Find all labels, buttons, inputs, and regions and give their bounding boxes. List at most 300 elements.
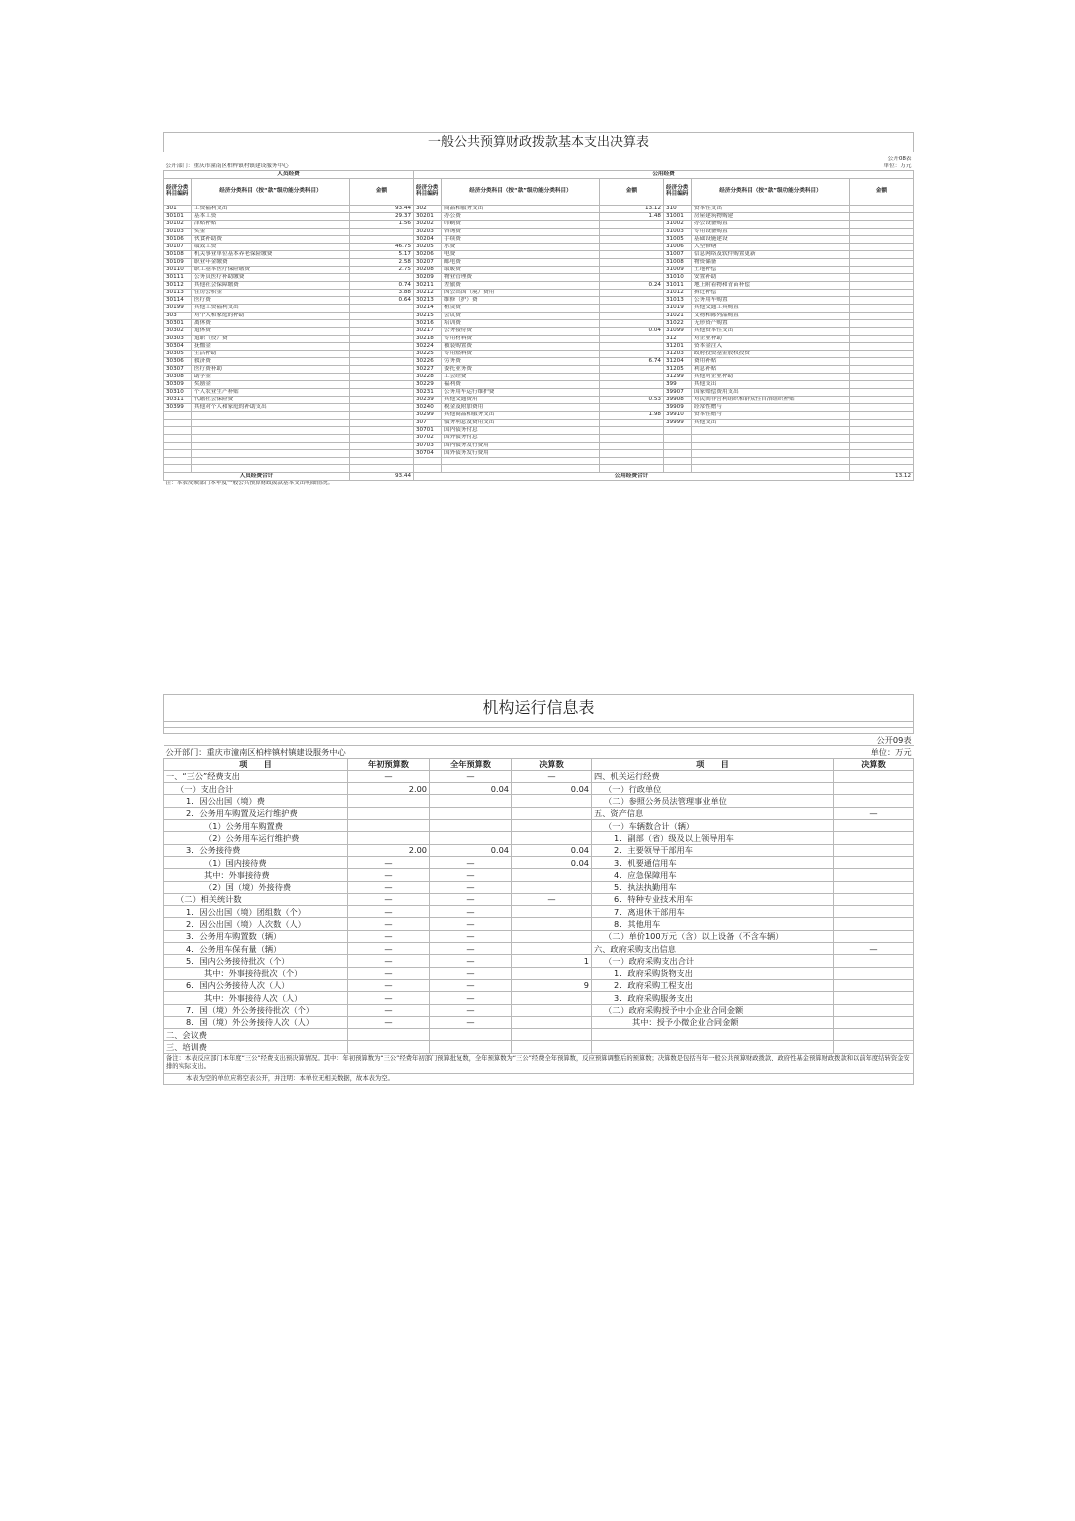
header-amount: 金额	[850, 178, 914, 205]
table-row	[164, 457, 914, 465]
amount	[850, 450, 914, 458]
initial-budget-value: —	[348, 856, 430, 868]
account-name: 伙食补助费	[192, 236, 350, 244]
account-code: 302	[414, 205, 442, 213]
right-final-value	[834, 955, 914, 967]
amount	[600, 220, 664, 228]
right-final-value: —	[834, 807, 914, 819]
account-code: 30107	[164, 243, 192, 251]
full-budget-value: —	[430, 869, 512, 881]
account-code: 30301	[164, 320, 192, 328]
account-name: 其他支出	[692, 419, 850, 427]
account-name: 费用补贴	[692, 358, 850, 366]
account-code: 30203	[414, 228, 442, 236]
account-name	[692, 450, 850, 458]
account-name	[192, 457, 350, 465]
account-code: 31205	[664, 366, 692, 374]
right-final-value	[834, 967, 914, 979]
right-final-value	[834, 893, 914, 905]
header-final: 决算数	[512, 758, 592, 770]
account-name: 电费	[442, 251, 600, 259]
header-amount: 金额	[350, 178, 414, 205]
account-name: 生活补助	[192, 350, 350, 358]
account-name: 绩效工资	[192, 243, 350, 251]
amount	[350, 381, 414, 389]
table-row	[164, 442, 914, 450]
initial-budget-value: —	[348, 1016, 430, 1028]
table-row	[164, 1029, 914, 1041]
right-final-value	[834, 918, 914, 930]
amount: 0.53	[600, 396, 664, 404]
amount	[850, 465, 914, 473]
amount	[850, 282, 914, 290]
account-name: 税金及附加费用	[442, 404, 600, 412]
right-final-value	[834, 992, 914, 1004]
right-row-label: 五、资产信息	[592, 807, 834, 819]
account-code: 31006	[664, 243, 692, 251]
amount	[350, 358, 414, 366]
table-row	[164, 213, 914, 221]
account-code: 31201	[664, 343, 692, 351]
account-code: 30213	[414, 297, 442, 305]
account-code: 30214	[414, 304, 442, 312]
table-row	[164, 906, 914, 918]
account-code: 30304	[164, 343, 192, 351]
full-budget-value: —	[430, 955, 512, 967]
header-amount: 金额	[600, 178, 664, 205]
account-code: 30109	[164, 259, 192, 267]
form-number: 公开08表	[887, 156, 912, 162]
amount	[850, 381, 914, 389]
amount	[850, 396, 914, 404]
account-name: 政府投资基金股权投资	[692, 350, 850, 358]
total-personnel-value: 93.44	[350, 473, 414, 481]
basic-expenditure-table	[163, 132, 914, 487]
right-row-label: 2．主要领导干部用车	[592, 844, 834, 856]
account-name: 医疗费补助	[192, 366, 350, 374]
amount: 0.74	[350, 282, 414, 290]
row-label: 1．因公出国（境）费	[164, 795, 348, 807]
account-name: 咨询费	[442, 228, 600, 236]
right-final-value	[834, 979, 914, 991]
table-note: 注：本表反映部门本年度一般公共预算财政拨款基本支出明细情况。	[165, 480, 334, 487]
table-row	[164, 373, 914, 381]
amount: 1.48	[600, 213, 664, 221]
account-name: 福利费	[442, 381, 600, 389]
account-code	[164, 427, 192, 435]
full-budget-value: —	[430, 930, 512, 942]
table-row	[164, 943, 914, 955]
account-code: 31005	[664, 236, 692, 244]
table-row	[164, 979, 914, 991]
account-name: 其他交通费用	[442, 396, 600, 404]
account-name: 离休费	[192, 320, 350, 328]
account-name: 国内债务发行费用	[442, 442, 600, 450]
amount	[850, 457, 914, 465]
final-value	[512, 906, 592, 918]
account-name: 其他支出	[692, 381, 850, 389]
amount	[850, 427, 914, 435]
table-row	[164, 881, 914, 893]
amount	[850, 350, 914, 358]
initial-budget-value: 2.00	[348, 844, 430, 856]
account-code: 30215	[414, 312, 442, 320]
right-final-value: —	[834, 943, 914, 955]
right-row-label: 7．离退休干部用车	[592, 906, 834, 918]
amount	[350, 389, 414, 397]
amount: 3.88	[350, 289, 414, 297]
account-code: 31009	[664, 266, 692, 274]
account-code: 39907	[664, 389, 692, 397]
amount	[850, 312, 914, 320]
remark-note: 备注：本表反应部门本年度“三公”经费支出预决算情况。其中：年初预算数为“三公”经费年初部门预算批复数，全年预算数为“三公”经费全年预算数，反应预算调整后的预算数；决算数是包括当年一般公共预算财政拨款、政府性基金预算财政拨款和以前年度结转资金安排的实际支出。	[164, 1053, 914, 1073]
initial-budget-value: —	[348, 906, 430, 918]
amount: 13.12	[600, 205, 664, 213]
right-final-value	[834, 1016, 914, 1028]
amount	[850, 404, 914, 412]
amount	[350, 320, 414, 328]
account-name: 救济费	[192, 358, 350, 366]
amount	[350, 427, 414, 435]
account-code: 30101	[164, 213, 192, 221]
table-row	[164, 381, 914, 389]
full-budget-value	[430, 1041, 512, 1053]
account-code: 30225	[414, 350, 442, 358]
full-budget-value: —	[430, 856, 512, 868]
account-code: 30106	[164, 236, 192, 244]
amount	[850, 289, 914, 297]
account-name: 租赁费	[442, 304, 600, 312]
account-code: 30308	[164, 373, 192, 381]
full-budget-value: —	[430, 979, 512, 991]
header-initial-budget: 年初预算数	[348, 758, 430, 770]
row-label: 4．公务用车保有量（辆）	[164, 943, 348, 955]
account-code: 30207	[414, 259, 442, 267]
amount	[850, 442, 914, 450]
table-row	[164, 251, 914, 259]
account-code: 30224	[414, 343, 442, 351]
amount	[850, 434, 914, 442]
right-row-label: 6．特种专业技术用车	[592, 893, 834, 905]
table-row	[164, 419, 914, 427]
department-label: 公开部门：重庆市潼南区柏梓镇村镇建设服务中心	[164, 746, 834, 758]
amount	[850, 220, 914, 228]
account-code: 30199	[164, 304, 192, 312]
table-row	[164, 259, 914, 267]
amount	[600, 366, 664, 374]
sheet-title: 一般公共预算财政拨款基本支出决算表	[164, 133, 914, 153]
account-code: 39999	[664, 419, 692, 427]
row-label: 6．国内公务接待人次（人）	[164, 979, 348, 991]
initial-budget-value	[348, 832, 430, 844]
account-code: 31003	[664, 228, 692, 236]
full-budget-value: 0.04	[430, 844, 512, 856]
account-name: 住房公积金	[192, 289, 350, 297]
account-name	[692, 434, 850, 442]
account-name: 其他资本性支出	[692, 327, 850, 335]
initial-budget-value: —	[348, 918, 430, 930]
table-row	[164, 1004, 914, 1016]
account-name: 职工基本医疗保险缴费	[192, 266, 350, 274]
amount	[350, 450, 414, 458]
right-row-label: （二）单价100万元（含）以上设备（不含车辆）	[592, 930, 834, 942]
account-name: 印刷费	[442, 220, 600, 228]
amount	[850, 236, 914, 244]
account-code: 30201	[414, 213, 442, 221]
table-row	[164, 205, 914, 213]
right-row-label: （二）政府采购授予中小企业合同金额	[592, 1004, 834, 1016]
right-final-value	[834, 770, 914, 782]
table-row	[164, 335, 914, 343]
final-value: —	[512, 770, 592, 782]
amount: 0.24	[600, 282, 664, 290]
final-value	[512, 820, 592, 832]
right-row-label: 4．应急保障用车	[592, 869, 834, 881]
account-code: 30702	[414, 434, 442, 442]
sheet-title: 机构运行信息表	[164, 695, 914, 722]
table-row	[164, 236, 914, 244]
account-name: 委托业务费	[442, 366, 600, 374]
table-row	[164, 1041, 914, 1053]
account-code: 30227	[414, 366, 442, 374]
amount	[350, 327, 414, 335]
account-name: 土地补偿	[692, 266, 850, 274]
account-name: 对企业补助	[692, 335, 850, 343]
table-row	[164, 396, 914, 404]
right-final-value	[834, 1029, 914, 1041]
full-budget-value: —	[430, 1016, 512, 1028]
account-name: 物业管理费	[442, 274, 600, 282]
account-code: 30399	[164, 404, 192, 412]
section-public: 公用经费	[414, 171, 914, 179]
amount	[350, 343, 414, 351]
account-code	[164, 465, 192, 473]
account-code	[664, 465, 692, 473]
account-code: 303	[164, 312, 192, 320]
header-item: 项 目	[164, 758, 348, 770]
amount	[350, 373, 414, 381]
account-name: 对个人和家庭的补助	[192, 312, 350, 320]
account-name: 经常性赠与	[692, 404, 850, 412]
account-code: 30309	[164, 381, 192, 389]
row-label: 三、培训费	[164, 1041, 348, 1053]
amount: 93.44	[350, 205, 414, 213]
amount	[600, 457, 664, 465]
account-code: 30208	[414, 266, 442, 274]
amount	[350, 366, 414, 374]
account-name	[692, 465, 850, 473]
full-budget-value	[430, 1029, 512, 1041]
table-row	[164, 770, 914, 782]
account-name: 维修（护）费	[442, 297, 600, 305]
amount	[850, 205, 914, 213]
amount	[850, 419, 914, 427]
account-code: 30307	[164, 366, 192, 374]
amount	[350, 274, 414, 282]
account-name: 文物和陈列品购置	[692, 312, 850, 320]
row-label: （2）国（境）外接待费	[164, 881, 348, 893]
table-row	[164, 844, 914, 856]
account-code: 30239	[414, 396, 442, 404]
table-row	[164, 228, 914, 236]
amount	[350, 419, 414, 427]
amount	[600, 343, 664, 351]
amount	[350, 434, 414, 442]
amount	[600, 228, 664, 236]
full-budget-value	[430, 832, 512, 844]
account-code: 31299	[664, 373, 692, 381]
amount	[600, 434, 664, 442]
final-value: 1	[512, 955, 592, 967]
account-name: 信息网络及软件购置更新	[692, 251, 850, 259]
account-name	[192, 450, 350, 458]
right-row-label: 3．政府采购服务支出	[592, 992, 834, 1004]
account-name	[442, 457, 600, 465]
initial-budget-value: —	[348, 955, 430, 967]
amount	[600, 243, 664, 251]
account-name: 房屋建筑物购建	[692, 213, 850, 221]
operation-info-table	[163, 694, 914, 1085]
table-row	[164, 465, 914, 473]
account-name	[192, 427, 350, 435]
account-name: 对民间非营利组织和群众性自治组织补贴	[692, 396, 850, 404]
table-row	[164, 304, 914, 312]
account-name: 公务接待费	[442, 327, 600, 335]
initial-budget-value: 2.00	[348, 783, 430, 795]
amount: 1.98	[600, 411, 664, 419]
table-row	[164, 832, 914, 844]
account-code: 31021	[664, 312, 692, 320]
account-name: 专用设备购置	[692, 228, 850, 236]
amount	[350, 396, 414, 404]
account-name	[192, 419, 350, 427]
account-name: 手续费	[442, 236, 600, 244]
right-final-value	[834, 795, 914, 807]
account-name	[192, 434, 350, 442]
amount	[850, 358, 914, 366]
account-code: 30212	[414, 289, 442, 297]
row-label: 其中：外事接待人次（人）	[164, 992, 348, 1004]
table-row	[164, 297, 914, 305]
table-row	[164, 930, 914, 942]
account-code: 30110	[164, 266, 192, 274]
account-name: 其他社会保障缴费	[192, 282, 350, 290]
header-item-right: 项 目	[592, 758, 834, 770]
initial-budget-value	[348, 820, 430, 832]
amount	[850, 366, 914, 374]
account-code: 31011	[664, 282, 692, 290]
final-value	[512, 992, 592, 1004]
row-label: 二、会议费	[164, 1029, 348, 1041]
account-code: 30114	[164, 297, 192, 305]
table-row	[164, 366, 914, 374]
account-name: 职业年金缴费	[192, 259, 350, 267]
initial-budget-value: —	[348, 770, 430, 782]
amount	[850, 389, 914, 397]
table-row	[164, 389, 914, 397]
account-name: 国外债务发行费用	[442, 450, 600, 458]
initial-budget-value: —	[348, 893, 430, 905]
right-row-label: 2．政府采购工程支出	[592, 979, 834, 991]
account-code: 30217	[414, 327, 442, 335]
amount: 2.75	[350, 266, 414, 274]
full-budget-value	[430, 820, 512, 832]
amount	[600, 350, 664, 358]
amount	[600, 442, 664, 450]
account-name: 医疗费	[192, 297, 350, 305]
account-name: 办公费	[442, 213, 600, 221]
initial-budget-value	[348, 795, 430, 807]
account-name: 会议费	[442, 312, 600, 320]
account-code: 39909	[664, 404, 692, 412]
empty-table-note: 本表为空的单位应将空表公开，并注明：本单位无相关数据，故本表为空。	[164, 1073, 914, 1085]
account-code: 31204	[664, 358, 692, 366]
table-row	[164, 327, 914, 335]
table-row	[164, 807, 914, 819]
amount	[850, 327, 914, 335]
right-row-label: 四、机关运行经费	[592, 770, 834, 782]
final-value	[512, 869, 592, 881]
account-code: 30108	[164, 251, 192, 259]
account-code	[164, 457, 192, 465]
right-row-label	[592, 1029, 834, 1041]
account-name: 债务利息及费用支出	[442, 419, 600, 427]
full-budget-value: —	[430, 1004, 512, 1016]
account-name: 机关事业单位基本养老保险缴费	[192, 251, 350, 259]
account-code: 307	[414, 419, 442, 427]
right-row-label	[592, 1041, 834, 1053]
full-budget-value: 0.04	[430, 783, 512, 795]
amount	[600, 389, 664, 397]
account-name: 个人农业生产补贴	[192, 389, 350, 397]
row-label: 其中：外事接待费	[164, 869, 348, 881]
account-code: 31001	[664, 213, 692, 221]
account-code: 31203	[664, 350, 692, 358]
account-code: 30205	[414, 243, 442, 251]
account-name	[192, 465, 350, 473]
account-code: 30305	[164, 350, 192, 358]
final-value	[512, 943, 592, 955]
account-code	[664, 442, 692, 450]
table-row	[164, 343, 914, 351]
account-name: 津贴补贴	[192, 220, 350, 228]
initial-budget-value	[348, 1041, 430, 1053]
amount	[600, 381, 664, 389]
final-value: 0.04	[512, 783, 592, 795]
right-final-value	[834, 930, 914, 942]
row-label: （一）支出合计	[164, 783, 348, 795]
final-value: 9	[512, 979, 592, 991]
account-name: 资本金注入	[692, 343, 850, 351]
initial-budget-value	[348, 1029, 430, 1041]
final-value	[512, 1041, 592, 1053]
amount	[850, 274, 914, 282]
amount	[350, 457, 414, 465]
account-name: 退休费	[192, 327, 350, 335]
account-code: 30240	[414, 404, 442, 412]
total-personnel-label: 人员经费合计	[164, 473, 350, 481]
full-budget-value: —	[430, 918, 512, 930]
row-label: 2．公务用车购置及运行维护费	[164, 807, 348, 819]
initial-budget-value: —	[348, 967, 430, 979]
department-label: 公开部门：重庆市潼南区柏梓镇村镇建设服务中心	[165, 163, 289, 169]
amount	[850, 320, 914, 328]
account-code: 31013	[664, 297, 692, 305]
amount	[600, 450, 664, 458]
account-code: 39908	[664, 396, 692, 404]
final-value: 0.04	[512, 856, 592, 868]
table-row	[164, 243, 914, 251]
